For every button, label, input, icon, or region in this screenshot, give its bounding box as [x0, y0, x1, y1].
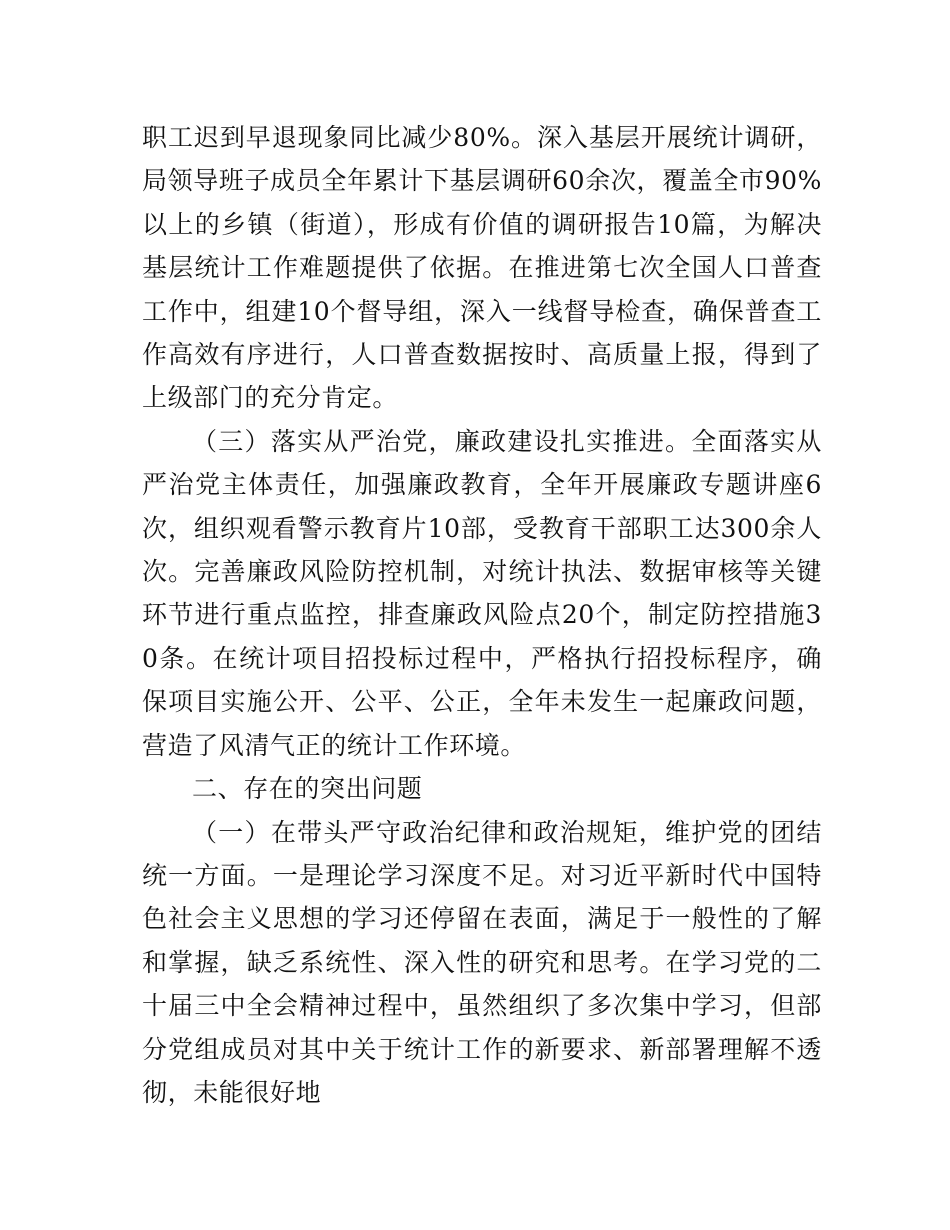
- paragraph-integrity-building: （三）落实从严治党，廉政建设扎实推进。全面落实从严治党主体责任，加强廉政教育，全年开展廉政专题讲座6次，组织观看警示教育片10部，受教育干部职工达300余人次。完善廉政风险防控机制，对统计执法、数据审核等关键环节进行重点监控，排查廉政风险点20个，制定防控措施30条。在统计项目招投标过程中，严格执行招投标程序，确保项目实施公开、公平、公正，全年未发生一起廉政问题，营造了风清气正的统计工作环境。: [142, 426, 822, 760]
- document-body: [142, 116, 822, 1114]
- section-heading-problems: 二、存在的突出问题: [192, 774, 423, 804]
- paragraph-problem-one: （一）在带头严守政治纪律和政治规矩，维护党的团结统一方面。一是理论学习深度不足。对习近平新时代中国特色社会主义思想的学习还停留在表面，满足于一般性的了解和掌握，缺乏系统性、深入性的研究和思考。在学习党的二十届三中全会精神过程中，虽然组织了多次集中学习，但部分党组成员对其中关于统计工作的新要求、新部署理解不透彻，未能很好地: [142, 817, 822, 1107]
- paragraph-continued: 职工迟到早退现象同比减少80%。深入基层开展统计调研，局领导班子成员全年累计下基层调研60余次，覆盖全市90%以上的乡镇（街道），形成有价值的调研报告10篇，为解决基层统计工作难题提供了依据。在推进第七次全国人口普查工作中，组建10个督导组，深入一线督导检查，确保普查工作高效有序进行，人口普查数据按时、高质量上报，得到了上级部门的充分肯定。: [142, 123, 822, 413]
